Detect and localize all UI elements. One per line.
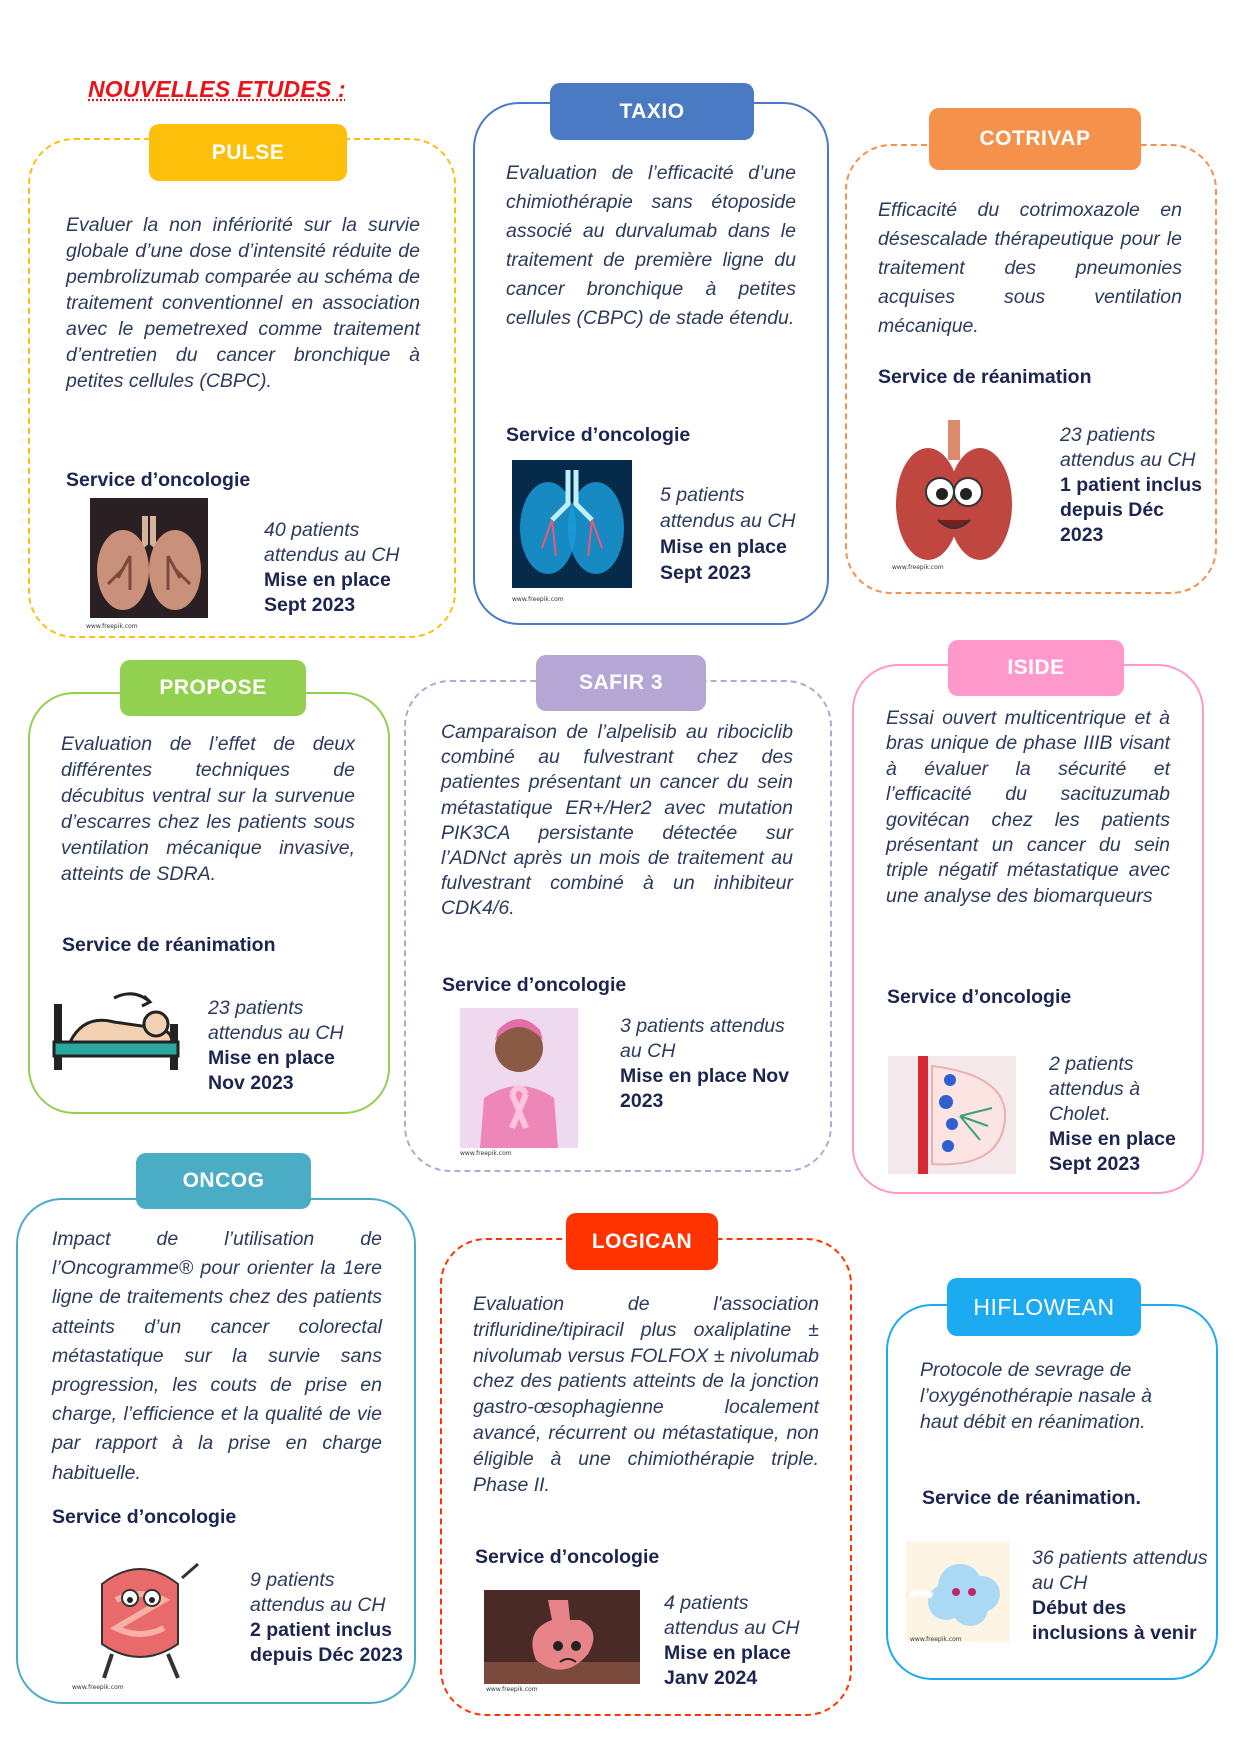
- image-credit: www.freepik.com: [910, 1636, 962, 1643]
- service-safir: Service d’oncologie: [442, 974, 627, 996]
- patients-logican: 4 patients attendus au CH: [664, 1592, 800, 1639]
- status-propose: Mise en place Nov 2023: [208, 1047, 335, 1094]
- info-safir: [620, 1014, 792, 1114]
- description-safir: Camparaison de l’alpelisib au ribociclib combiné au fulvestrant chez des patientes présentant un cancer du sein métastatique ER+/Her2 avec mutation PIK3CA persistante détectée sur l’ADNct après un mois de traitement au fulvestrant combiné à un inhibiteur CDK4/6.: [441, 721, 793, 920]
- patients-taxio: 5 patients attendus au CH: [660, 484, 796, 532]
- info-hiflowean: [1032, 1546, 1216, 1646]
- image-credit: www.freepik.com: [460, 1150, 512, 1157]
- service-logican: Service d’oncologie: [475, 1546, 660, 1568]
- description-pulse: Evaluer la non infériorité sur la survie globale d’une dose d’intensité réduite de pembrolizumab comparée au schéma de traitement conventionnel en association avec le pemetrexed comme traitement d’entretien du cancer bronchique à petites cellules (CBPC).: [66, 214, 420, 392]
- page-title: NOUVELLES ETUDES :: [88, 76, 346, 102]
- badge-oncog: ONCOG: [136, 1153, 311, 1209]
- status-hiflowean: Début des inclusions à venir: [1032, 1597, 1197, 1644]
- info-cotrivap: [1060, 423, 1210, 548]
- status-cotrivap: 1 patient inclus depuis Déc 2023: [1060, 474, 1202, 546]
- image-credit: www.freepik.com: [86, 623, 138, 630]
- badge-logican: LOGICAN: [566, 1213, 718, 1270]
- service-hiflowean: Service de réanimation.: [922, 1487, 1141, 1509]
- description-logican: Evaluation de l'association trifluridine/tipiracil plus oxaliplatine ± nivolumab versus FOLFOX ± nivolumab chez des patients atteints de la jonction gastro-œsophagienne localement avancé, récurrent ou métastatique, non éligible à une chimiothérapie triple. Phase II.: [473, 1293, 819, 1496]
- status-safir: Mise en place Nov 2023: [620, 1065, 790, 1112]
- badge-taxio: TAXIO: [550, 83, 754, 140]
- image-credit: www.freepik.com: [486, 1686, 538, 1693]
- badge-cotrivap: COTRIVAP: [929, 108, 1141, 170]
- service-taxio: Service d’oncologie: [506, 424, 691, 446]
- sad-stomach-icon: [484, 1590, 640, 1684]
- lungs-icon: [90, 498, 208, 618]
- service-oncog: Service d’oncologie: [52, 1506, 237, 1528]
- badge-pulse: PULSE: [149, 124, 347, 181]
- service-iside: Service d’oncologie: [887, 986, 1072, 1008]
- info-propose: [208, 996, 366, 1096]
- blue-lungs-icon: [512, 460, 632, 588]
- patient-bed-icon: [44, 984, 190, 1080]
- patients-cotrivap: 23 patients attendus au CH: [1060, 424, 1196, 471]
- service-cotrivap: Service de réanimation: [878, 366, 1092, 388]
- image-credit: www.freepik.com: [512, 596, 564, 603]
- description-hiflowean: Protocole de sevrage de l’oxygénothérapie nasale à haut débit en réanimation.: [920, 1359, 1153, 1433]
- breast-tissue-icon: [888, 1056, 1016, 1174]
- cloud-breath-icon: [906, 1542, 1010, 1642]
- status-logican: Mise en place Janv 2024: [664, 1642, 791, 1689]
- info-oncog: [250, 1568, 410, 1668]
- description-propose: Evaluation de l’effet de deux différentes techniques de décubitus ventral sur la survenue d’escarres chez les patients sous ventilation mécanique invasive, atteints de SDRA.: [61, 733, 355, 885]
- info-logican: [664, 1591, 824, 1691]
- description-oncog: Impact de l’utilisation de l’Oncogramme® pour orienter la 1ere ligne de traitements chez des patients atteints d’un cancer colorectal métastatique sur la survie sans progression, les couts de prise en charge, l’efficience et la qualité de vie par rapport à la prise en charge habituelle.: [52, 1228, 382, 1484]
- info-pulse: [264, 518, 424, 618]
- badge-iside: ISIDE: [948, 640, 1124, 696]
- pink-ribbon-woman-icon: [460, 1008, 578, 1148]
- patients-iside: 2 patients attendus à Cholet.: [1049, 1053, 1141, 1125]
- badge-propose: PROPOSE: [120, 660, 306, 716]
- description-taxio: Evaluation de l’efficacité d’une chimiothérapie sans étoposide associé au durvalumab dans le traitement de première ligne du cancer bronchique à petites cellules (CBPC) de stade étendu.: [506, 162, 796, 329]
- info-taxio: [660, 482, 822, 586]
- patients-safir: 3 patients attendus au CH: [620, 1015, 785, 1062]
- image-credit: www.freepik.com: [892, 564, 944, 571]
- service-propose: Service de réanimation: [62, 934, 276, 956]
- service-pulse: Service d’oncologie: [66, 469, 251, 491]
- status-pulse: Mise en place Sept 2023: [264, 569, 391, 616]
- description-cotrivap: Efficacité du cotrimoxazole en désescalade thérapeutique pour le traitement des pneumonies acquises sous ventilation mécanique.: [878, 199, 1182, 337]
- cartoon-lungs-icon: [890, 412, 1018, 572]
- patients-propose: 23 patients attendus au CH: [208, 997, 344, 1044]
- description-iside: Essai ouvert multicentrique et à bras unique de phase IIIB visant à évaluer la sécurité et l’efficacité du sacituzumab govitécan chez les patients présentant un cancer du sein triple négatif métastatique avec une analyse des biomarqueurs: [886, 707, 1170, 907]
- status-oncog: 2 patient inclus depuis Déc 2023: [250, 1619, 403, 1666]
- patients-oncog: 9 patients attendus au CH: [250, 1569, 386, 1616]
- info-iside: [1049, 1052, 1199, 1177]
- status-taxio: Mise en place Sept 2023: [660, 536, 787, 584]
- badge-safir: SAFIR 3: [536, 655, 706, 711]
- badge-hiflowean: HIFLOWEAN: [947, 1278, 1141, 1336]
- status-iside: Mise en place Sept 2023: [1049, 1128, 1176, 1175]
- patients-hiflowean: 36 patients attendus au CH: [1032, 1547, 1208, 1594]
- patients-pulse: 40 patients attendus au CH: [264, 519, 400, 566]
- image-credit: www.freepik.com: [72, 1684, 124, 1691]
- cartoon-intestine-icon: [72, 1554, 208, 1684]
